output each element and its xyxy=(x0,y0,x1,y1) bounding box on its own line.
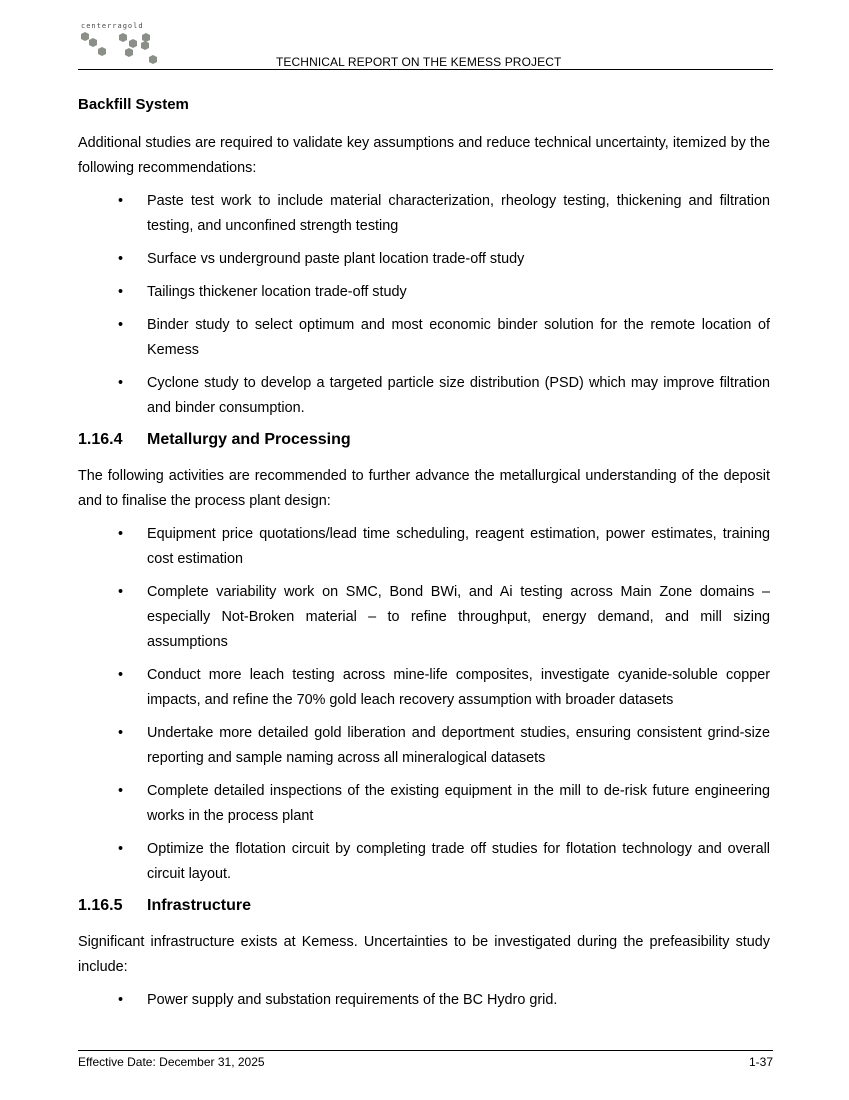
company-logo-icon xyxy=(78,30,168,66)
list-item xyxy=(78,721,770,771)
bullet-icon: • xyxy=(118,992,124,1008)
backfill-heading: Backfill System xyxy=(78,96,189,113)
list-item-text: Paste test work to include material characterization, rheology testing, thickening and filtration testing, and unconfined strength testing xyxy=(147,193,770,234)
bullet-icon: • xyxy=(118,193,124,209)
list-item xyxy=(78,280,770,305)
infrastructure-list xyxy=(78,988,770,1013)
list-item xyxy=(78,779,770,829)
list-item xyxy=(78,580,770,655)
list-item-text: Binder study to select optimum and most economic binder solution for the remote location of Kemess xyxy=(147,317,770,358)
bullet-icon: • xyxy=(118,584,124,600)
bullet-icon: • xyxy=(118,284,124,300)
bullet-icon: • xyxy=(118,725,124,741)
list-item-text: Optimize the flotation circuit by completing trade off studies for flotation technology and overall circuit layout. xyxy=(147,841,770,882)
list-item xyxy=(78,522,770,572)
company-logo-text: centerragold xyxy=(81,22,144,30)
bullet-icon: • xyxy=(118,841,124,857)
list-item-text: Surface vs underground paste plant location trade-off study xyxy=(147,251,525,267)
list-item xyxy=(78,371,770,421)
list-item-text: Cyclone study to develop a targeted particle size distribution (PSD) which may improve filtration and binder consumption. xyxy=(147,375,770,416)
list-item-text: Equipment price quotations/lead time scheduling, reagent estimation, power estimates, training cost estimation xyxy=(147,526,770,567)
effective-date: Effective Date: December 31, 2025 xyxy=(78,1055,265,1069)
section-number: 1.16.5 xyxy=(78,897,123,914)
bullet-icon: • xyxy=(118,251,124,267)
header-divider xyxy=(78,69,773,70)
list-item-text: Power supply and substation requirements of the BC Hydro grid. xyxy=(147,992,558,1008)
bullet-icon: • xyxy=(118,667,124,683)
infrastructure-heading xyxy=(78,896,770,916)
list-item xyxy=(78,837,770,887)
page-content xyxy=(78,95,770,1022)
metallurgy-intro: The following activities are recommended to further advance the metallurgical understanding of the deposit and to finalise the process plant design: xyxy=(78,468,770,509)
list-item-text: Complete variability work on SMC, Bond BWi, and Ai testing across Main Zone domains – especially Not-Broken material – to refine throughput, energy demand, and mill sizing assumptions xyxy=(147,584,770,650)
list-item-text: Undertake more detailed gold liberation and deportment studies, ensuring consistent grind-size reporting and sample naming across all mineralogical datasets xyxy=(147,725,770,766)
section-title: Metallurgy and Processing xyxy=(147,431,351,448)
list-item-text: Complete detailed inspections of the existing equipment in the mill to de-risk future engineering works in the process plant xyxy=(147,783,770,824)
bullet-icon: • xyxy=(118,526,124,542)
list-item xyxy=(78,663,770,713)
bullet-icon: • xyxy=(118,375,124,391)
bullet-icon: • xyxy=(118,317,124,333)
backfill-intro: Additional studies are required to validate key assumptions and reduce technical uncertainty, itemized by the following recommendations: xyxy=(78,135,770,176)
list-item xyxy=(78,988,770,1013)
page-header xyxy=(78,20,773,71)
list-item xyxy=(78,247,770,272)
metallurgy-heading xyxy=(78,430,770,450)
section-number: 1.16.4 xyxy=(78,431,123,448)
list-item-text: Tailings thickener location trade-off study xyxy=(147,284,407,300)
backfill-list xyxy=(78,189,770,421)
page-number: 1-37 xyxy=(748,1055,773,1069)
bullet-icon: • xyxy=(118,783,124,799)
section-title: Infrastructure xyxy=(147,897,252,914)
list-item xyxy=(78,313,770,363)
page-footer xyxy=(78,1050,773,1069)
report-title: TECHNICAL REPORT ON THE KEMESS PROJECT xyxy=(276,55,562,69)
list-item xyxy=(78,189,770,239)
infrastructure-intro: Significant infrastructure exists at Kemess. Uncertainties to be investigated during the prefeasibility study include: xyxy=(78,934,770,975)
list-item-text: Conduct more leach testing across mine-life composites, investigate cyanide-soluble copper impacts, and refine the 70% gold leach recovery assumption with broader datasets xyxy=(147,667,770,708)
metallurgy-list xyxy=(78,522,770,887)
